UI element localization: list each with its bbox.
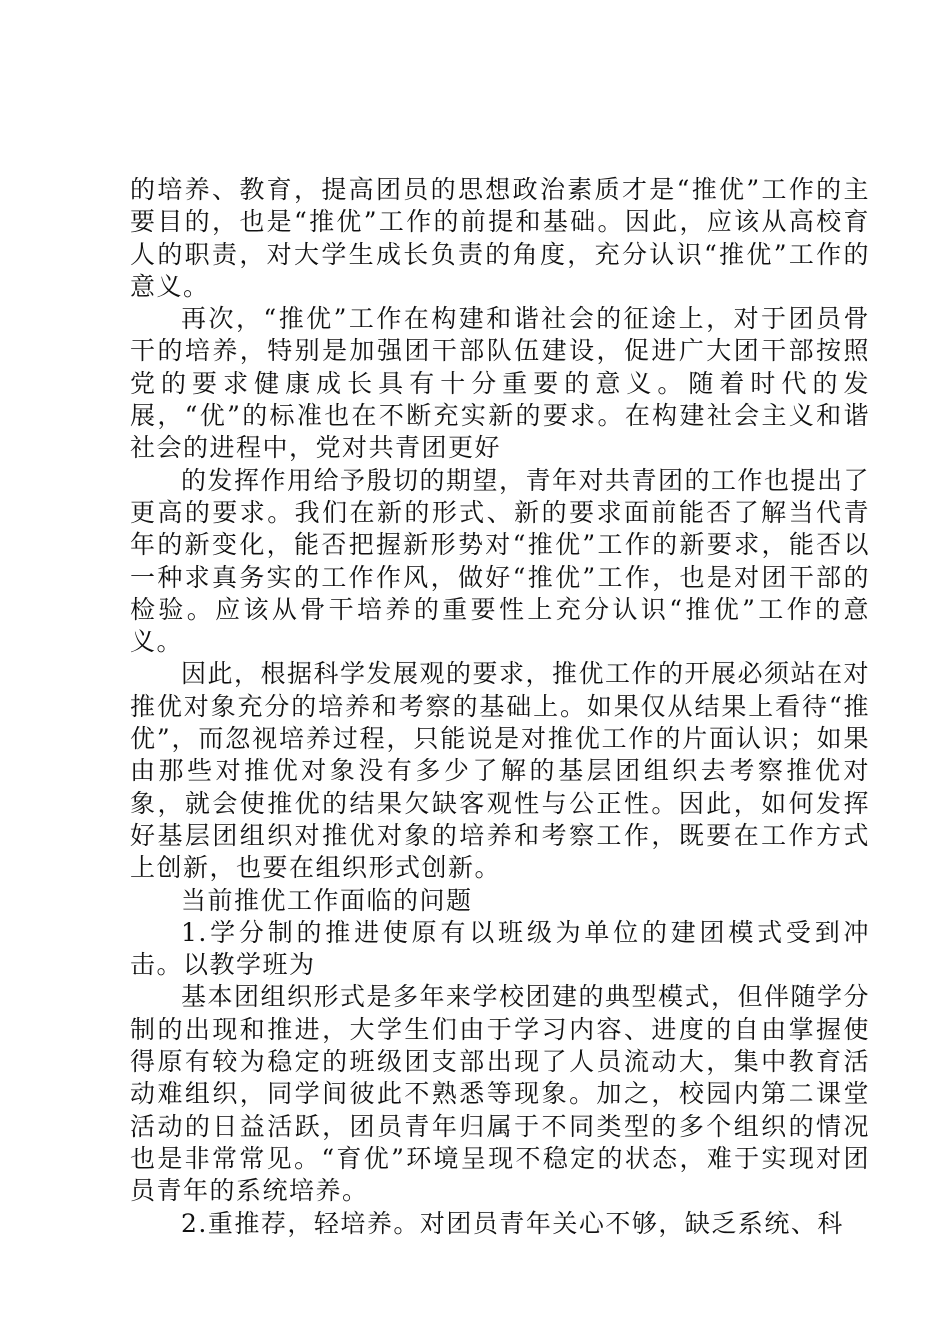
paragraph-1: 的培养、教育，提高团员的思想政治素质才是“推优”工作的主要目的，也是“推优”工作的前提和基础。因此，应该从高校育人的职责，对大学生成长负责的角度，充分认识“推优”工作的意义。 (130, 175, 870, 301)
paragraph-3: 的发挥作用给予殷切的期望，青年对共青团的工作也提出了更高的要求。我们在新的形式、新的要求面前能否了解当代青年的新变化，能否把握新形势对“推优”工作的新要求，能否以一种求真务实的工作作风，做好“推优”工作，也是对团干部的检验。应该从骨干培养的重要性上充分认识“推优”工作的意义。 (130, 465, 871, 657)
paragraph-2: 再次，“推优”工作在构建和谐社会的征途上，对于团员骨干的培养，特别是加强团干部队伍建设，促进广大团干部按照党的要求健康成长具有十分重要的意义。随着时代的发展，“优”的标准也在不断充实新的要求。在构建社会主义和谐社会的进程中，党对共青团更好 (130, 304, 870, 463)
section-heading: 当前推优工作面临的问题 (181, 885, 473, 915)
document-body (130, 174, 870, 1240)
paragraph-5: 基本团组织形式是多年来学校团建的典型模式，但伴随学分制的出现和推进，大学生们由于学习内容、进度的自由掌握使得原有较为稳定的班级团支部出现了人员流动大，集中教育活动难组织，同学间彼此不熟悉等现象。加之，校园内第二课堂活动的日益活跃，团员青年归属于不同类型的多个组织的情况也是非常常见。“育优”环境呈现不稳定的状态，难于实现对团员青年的系统培养。 (130, 982, 871, 1206)
list-item-2-heading: 2.重推荐，轻培养。对团员青年关心不够，缺乏系统、科 (181, 1208, 844, 1238)
paragraph-4: 因此，根据科学发展观的要求，推优工作的开展必须站在对推优对象充分的培养和考察的基础上。如果仅从结果上看待“推优”，而忽视培养过程，只能说是对推优工作的片面认识；如果由那些对推优对象没有多少了解的基层团组织去考察推优对象，就会使推优的结果欠缺客观性与公正性。因此，如何发挥好基层团组织对推优对象的培养和考察工作，既要在工作方式上创新，也要在组织形式创新。 (130, 659, 871, 883)
list-item-1-heading: 1.学分制的推进使原有以班级为单位的建团模式受到冲击。以教学班为 (130, 917, 870, 980)
